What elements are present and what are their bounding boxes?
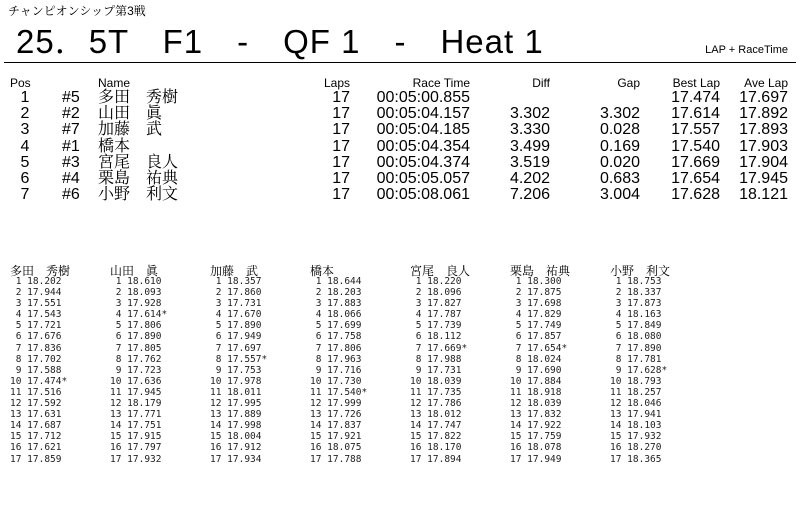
lap-times-column <box>410 262 510 465</box>
lap-time-entry: 2 18.203 <box>310 287 362 299</box>
lap-time-entry: 7 17.654* <box>510 342 568 354</box>
lap-time-entry: 15 17.921 <box>310 431 362 443</box>
result-row <box>0 155 800 171</box>
lap-time-entry: 6 17.758 <box>310 331 362 343</box>
lap-time-entry: 16 18.170 <box>410 442 462 454</box>
result-best-lap: 17.654 <box>671 169 720 187</box>
result-ave-lap: 17.903 <box>739 137 788 155</box>
result-pos: 1 <box>20 89 30 106</box>
result-pos: 2 <box>20 105 30 123</box>
lap-time-entry: 16 18.078 <box>510 442 562 454</box>
lap-time-entry: 1 18.610 <box>110 276 162 287</box>
result-gap: 0.020 <box>599 153 640 171</box>
result-gap: 0.169 <box>599 137 640 155</box>
result-best-lap: 17.540 <box>671 137 720 155</box>
col-header-best-lap: Best Lap <box>672 76 720 90</box>
result-race-time: 00:05:08.061 <box>376 186 470 204</box>
report-type-label: LAP + RaceTime <box>705 44 788 56</box>
lap-time-entry: 10 18.039 <box>410 375 462 387</box>
result-ave-lap: 17.904 <box>739 153 788 171</box>
lap-time-entry: 10 17.730 <box>310 375 362 387</box>
lap-time-entry: 9 17.716 <box>310 364 362 376</box>
lap-time-entry: 11 17.516 <box>10 386 62 398</box>
col-header-diff: Diff <box>532 76 550 90</box>
lap-time-entry: 15 17.712 <box>10 431 62 443</box>
lap-time-entry: 17 17.934 <box>210 453 262 465</box>
result-ave-lap: 17.892 <box>739 105 788 123</box>
lap-time-entry: 8 17.557* <box>210 353 268 365</box>
lap-time-entry: 14 18.103 <box>610 420 662 432</box>
lap-time-entry: 12 18.179 <box>110 398 162 410</box>
result-diff: 3.302 <box>509 105 550 123</box>
result-pos: 7 <box>20 186 30 204</box>
result-pos: 5 <box>20 153 30 171</box>
result-car-number: #6 <box>62 186 80 204</box>
result-gap: 3.004 <box>599 186 640 204</box>
lap-time-entry: 7 17.805 <box>110 342 162 354</box>
col-header-race-time: Race Time <box>412 76 470 90</box>
lap-time-entry: 14 17.687 <box>10 420 62 432</box>
lap-time-entry: 8 17.781 <box>610 353 662 365</box>
result-row <box>0 90 800 106</box>
lap-time-entry: 9 17.731 <box>410 364 462 376</box>
lap-time-entry: 12 17.995 <box>210 398 262 410</box>
result-driver-name: 栗島 祐典 <box>98 169 179 187</box>
col-header-laps: Laps <box>323 76 350 90</box>
result-best-lap: 17.614 <box>671 105 720 123</box>
lap-time-entry: 14 17.837 <box>310 420 362 432</box>
lap-time-entry: 11 17.945 <box>110 386 162 398</box>
lap-time-entry: 8 17.702 <box>10 353 62 365</box>
lap-time-entry: 6 18.080 <box>610 331 662 343</box>
lap-time-entry: 16 17.912 <box>210 442 262 454</box>
lap-time-entry: 7 17.890 <box>610 342 662 354</box>
results-header-row <box>0 76 800 90</box>
lap-time-entry: 10 17.884 <box>510 375 562 387</box>
result-car-number: #2 <box>62 105 80 123</box>
lap-time-entry: 13 17.832 <box>510 409 562 421</box>
lap-time-entry: 16 18.270 <box>610 442 662 454</box>
lap-times-column <box>210 262 310 465</box>
lap-time-entry: 5 17.721 <box>10 320 62 332</box>
lap-column-driver-name: 栗島 祐典 <box>510 264 571 278</box>
result-driver-name: 小野 利文 <box>98 186 179 204</box>
lap-time-entry: 4 17.829 <box>510 309 562 321</box>
lap-time-entry: 2 17.944 <box>10 287 62 299</box>
lap-time-entry: 4 17.614* <box>110 309 168 321</box>
result-driver-name: 多田 秀樹 <box>98 89 179 106</box>
lap-time-entry: 13 18.012 <box>410 409 462 421</box>
lap-time-entry: 9 17.628* <box>610 364 668 376</box>
lap-time-entry: 11 18.011 <box>210 386 262 398</box>
lap-column-driver-name: 山田 眞 <box>110 264 159 278</box>
lap-time-entry: 6 17.857 <box>510 331 562 343</box>
lap-time-entry: 8 18.024 <box>510 353 562 365</box>
result-best-lap: 17.669 <box>671 153 720 171</box>
result-car-number: #5 <box>62 89 80 106</box>
lap-time-entry: 8 17.963 <box>310 353 362 365</box>
lap-times-column <box>610 262 710 465</box>
result-car-number: #7 <box>62 121 80 139</box>
result-laps: 17 <box>332 186 350 204</box>
lap-time-entry: 13 17.941 <box>610 409 662 421</box>
lap-time-entry: 5 17.806 <box>110 320 162 332</box>
lap-time-entry: 7 17.669* <box>410 342 468 354</box>
lap-time-entry: 3 17.928 <box>110 298 162 310</box>
lap-time-entry: 2 17.875 <box>510 287 562 299</box>
lap-time-entry: 4 18.163 <box>610 309 662 321</box>
result-ave-lap: 17.697 <box>739 89 788 106</box>
lap-time-entry: 17 17.949 <box>510 453 562 465</box>
lap-time-entry: 10 18.793 <box>610 375 662 387</box>
lap-times-column <box>310 262 410 465</box>
col-header-gap: Gap <box>617 76 640 90</box>
result-race-time: 00:05:04.354 <box>376 137 470 155</box>
lap-time-entry: 1 18.357 <box>210 276 262 287</box>
lap-time-entry: 8 17.988 <box>410 353 462 365</box>
col-header-ave-lap: Ave Lap <box>744 76 788 90</box>
lap-time-entry: 1 18.644 <box>310 276 362 287</box>
lap-time-entry: 1 18.300 <box>510 276 562 287</box>
lap-time-entry: 13 17.889 <box>210 409 262 421</box>
result-laps: 17 <box>332 105 350 123</box>
lap-column-driver-name: 宮尾 良人 <box>410 264 471 278</box>
lap-time-entry: 16 17.621 <box>10 442 62 454</box>
event-subtitle: チャンピオンシップ第3戦 <box>8 4 146 18</box>
lap-time-entry: 17 17.788 <box>310 453 362 465</box>
lap-time-entry: 6 18.112 <box>410 331 462 343</box>
lap-time-entry: 5 17.739 <box>410 320 462 332</box>
lap-time-entry: 16 17.797 <box>110 442 162 454</box>
result-car-number: #4 <box>62 169 80 187</box>
lap-time-entry: 3 17.873 <box>610 298 662 310</box>
lap-time-entry: 9 17.588 <box>10 364 62 376</box>
results-table <box>0 76 800 203</box>
result-row <box>0 187 800 203</box>
lap-time-entry: 15 18.004 <box>210 431 262 443</box>
result-car-number: #1 <box>62 137 80 155</box>
result-driver-name: 加藤 武 <box>98 121 163 139</box>
result-best-lap: 17.474 <box>671 89 720 106</box>
result-laps: 17 <box>332 153 350 171</box>
lap-time-entry: 9 17.723 <box>110 364 162 376</box>
result-driver-name: 宮尾 良人 <box>98 153 179 171</box>
lap-time-entry: 11 17.540* <box>310 386 368 398</box>
lap-time-entry: 14 17.998 <box>210 420 262 432</box>
result-best-lap: 17.628 <box>671 186 720 204</box>
lap-time-entry: 12 17.592 <box>10 398 62 410</box>
lap-time-entry: 5 17.849 <box>610 320 662 332</box>
lap-time-entry: 1 18.220 <box>410 276 462 287</box>
result-gap: 0.028 <box>599 121 640 139</box>
lap-time-entry: 13 17.631 <box>10 409 62 421</box>
lap-time-entry: 2 17.860 <box>210 287 262 299</box>
lap-times-column <box>110 262 210 465</box>
lap-time-entry: 16 18.075 <box>310 442 362 454</box>
result-row <box>0 139 800 155</box>
lap-time-entry: 17 18.365 <box>610 453 662 465</box>
col-header-name: Name <box>98 76 131 90</box>
lap-time-entry: 4 17.670 <box>210 309 262 321</box>
lap-time-entry: 14 17.747 <box>410 420 462 432</box>
result-race-time: 00:05:04.157 <box>376 105 470 123</box>
lap-time-entry: 9 17.690 <box>510 364 562 376</box>
result-driver-name: 山田 眞 <box>98 105 163 123</box>
lap-time-entry: 17 17.859 <box>10 453 62 465</box>
result-laps: 17 <box>332 89 350 106</box>
page-title: 25．5T F1 - QF 1 - Heat 1 <box>16 23 544 60</box>
lap-time-entry: 3 17.731 <box>210 298 262 310</box>
result-diff: 3.519 <box>509 153 550 171</box>
lap-time-entry: 7 17.836 <box>10 342 62 354</box>
result-diff: 7.206 <box>509 186 550 204</box>
lap-column-driver-name: 小野 利文 <box>610 264 671 278</box>
result-race-time: 00:05:05.057 <box>376 169 470 187</box>
lap-column-driver-name: 加藤 武 <box>210 264 259 278</box>
lap-time-entry: 15 17.759 <box>510 431 562 443</box>
lap-time-entry: 3 17.827 <box>410 298 462 310</box>
lap-time-entry: 14 17.751 <box>110 420 162 432</box>
result-laps: 17 <box>332 137 350 155</box>
result-diff: 3.499 <box>509 137 550 155</box>
lap-time-entry: 6 17.676 <box>10 331 62 343</box>
result-row <box>0 106 800 122</box>
header-divider <box>4 62 796 63</box>
result-row <box>0 171 800 187</box>
lap-times-column <box>10 262 110 465</box>
lap-time-entry: 17 17.894 <box>410 453 462 465</box>
lap-time-entry: 1 18.753 <box>610 276 662 287</box>
lap-time-entry: 15 17.932 <box>610 431 662 443</box>
lap-time-entry: 11 18.918 <box>510 386 562 398</box>
lap-time-entry: 5 17.749 <box>510 320 562 332</box>
result-race-time: 00:05:04.374 <box>376 153 470 171</box>
lap-time-entry: 10 17.978 <box>210 375 262 387</box>
result-ave-lap: 17.893 <box>739 121 788 139</box>
lap-column-driver-name: 橋本 <box>310 264 335 278</box>
result-race-time: 00:05:00.855 <box>376 89 470 106</box>
result-ave-lap: 17.945 <box>739 169 788 187</box>
lap-time-entry: 4 17.543 <box>10 309 62 321</box>
result-laps: 17 <box>332 121 350 139</box>
result-ave-lap: 18.121 <box>739 186 788 204</box>
lap-time-entry: 12 18.039 <box>510 398 562 410</box>
lap-time-entry: 4 17.787 <box>410 309 462 321</box>
lap-time-entry: 14 17.922 <box>510 420 562 432</box>
lap-time-entry: 13 17.726 <box>310 409 362 421</box>
result-car-number: #3 <box>62 153 80 171</box>
lap-time-entry: 15 17.822 <box>410 431 462 443</box>
lap-time-entry: 10 17.636 <box>110 375 162 387</box>
result-pos: 3 <box>20 121 30 139</box>
lap-time-entry: 11 17.735 <box>410 386 462 398</box>
lap-times-column <box>510 262 610 465</box>
result-pos: 6 <box>20 169 30 187</box>
lap-time-entry: 9 17.753 <box>210 364 262 376</box>
lap-time-entry: 12 18.046 <box>610 398 662 410</box>
lap-time-entry: 5 17.699 <box>310 320 362 332</box>
result-pos: 4 <box>20 137 30 155</box>
lap-time-entry: 5 17.890 <box>210 320 262 332</box>
lap-time-entry: 12 17.999 <box>310 398 362 410</box>
lap-time-entry: 12 17.786 <box>410 398 462 410</box>
lap-time-entry: 3 17.551 <box>10 298 62 310</box>
col-header-pos: Pos <box>10 76 31 90</box>
lap-time-entry: 2 18.337 <box>610 287 662 299</box>
result-diff: 3.330 <box>509 121 550 139</box>
lap-time-entry: 6 17.890 <box>110 331 162 343</box>
lap-time-entry: 3 17.883 <box>310 298 362 310</box>
result-gap: 0.683 <box>599 169 640 187</box>
result-race-time: 00:05:04.185 <box>376 121 470 139</box>
result-diff: 4.202 <box>509 169 550 187</box>
lap-time-entry: 13 17.771 <box>110 409 162 421</box>
result-driver-name: 橋本 <box>98 137 131 155</box>
results-body <box>0 90 800 203</box>
lap-time-entry: 4 18.066 <box>310 309 362 321</box>
lap-time-entry: 7 17.806 <box>310 342 362 354</box>
lap-time-entry: 6 17.949 <box>210 331 262 343</box>
lap-column-driver-name: 多田 秀樹 <box>10 264 71 278</box>
lap-time-entry: 11 18.257 <box>610 386 662 398</box>
result-best-lap: 17.557 <box>671 121 720 139</box>
result-laps: 17 <box>332 169 350 187</box>
lap-time-entry: 2 18.093 <box>110 287 162 299</box>
lap-time-entry: 3 17.698 <box>510 298 562 310</box>
lap-time-entry: 17 17.932 <box>110 453 162 465</box>
result-row <box>0 122 800 138</box>
lap-time-entry: 2 18.096 <box>410 287 462 299</box>
lap-time-entry: 15 17.915 <box>110 431 162 443</box>
lap-time-entry: 1 18.202 <box>10 276 62 287</box>
result-gap: 3.302 <box>599 105 640 123</box>
lap-time-entry: 8 17.762 <box>110 353 162 365</box>
lap-time-entry: 7 17.697 <box>210 342 262 354</box>
lap-time-entry: 10 17.474* <box>10 375 68 387</box>
